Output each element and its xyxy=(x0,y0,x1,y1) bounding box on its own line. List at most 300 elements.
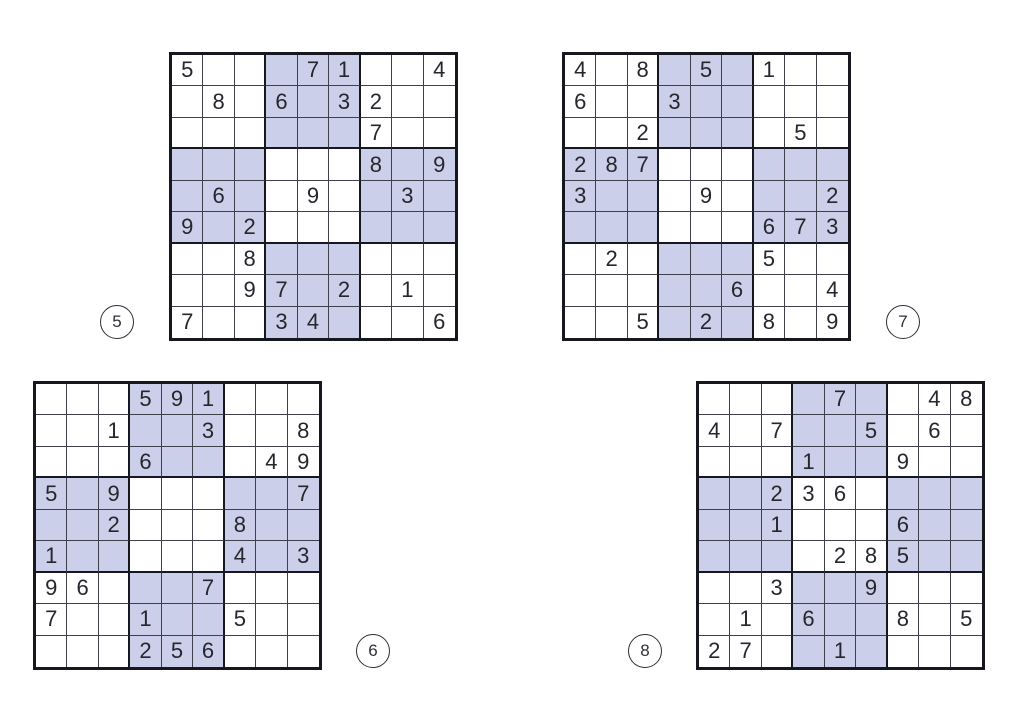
sudoku-cell-empty[interactable] xyxy=(392,244,423,275)
sudoku-cell-empty[interactable] xyxy=(203,307,234,338)
sudoku-cell-empty[interactable] xyxy=(730,510,761,541)
sudoku-cell-given: 9 xyxy=(691,181,722,212)
puzzle-number-badge-5 xyxy=(100,305,134,339)
sudoku-cell-empty[interactable] xyxy=(256,636,287,667)
sudoku-cell-empty[interactable] xyxy=(722,118,753,149)
sudoku-cell-empty[interactable] xyxy=(162,415,193,446)
sudoku-cell-empty[interactable] xyxy=(722,212,753,243)
sudoku-cell-empty[interactable] xyxy=(225,415,256,446)
sudoku-cell-empty[interactable] xyxy=(730,573,761,604)
sudoku-cell-empty[interactable] xyxy=(699,541,730,572)
sudoku-cell-given: 4 xyxy=(256,447,287,478)
sudoku-cell-given: 4 xyxy=(817,275,848,306)
sudoku-cell-empty[interactable] xyxy=(235,86,266,117)
sudoku-cell-given: 7 xyxy=(785,212,816,243)
sudoku-cell-empty[interactable] xyxy=(722,307,753,338)
sudoku-cell-given: 3 xyxy=(565,181,596,212)
sudoku-cell-empty[interactable] xyxy=(565,212,596,243)
sudoku-cell-empty[interactable] xyxy=(825,573,856,604)
sudoku-cell-empty[interactable] xyxy=(361,212,392,243)
sudoku-cell-empty[interactable] xyxy=(722,244,753,275)
sudoku-cell-empty[interactable] xyxy=(628,244,659,275)
sudoku-cell-empty[interactable] xyxy=(225,478,256,509)
sudoku-cell-given: 2 xyxy=(817,181,848,212)
sudoku-cell-empty[interactable] xyxy=(793,573,824,604)
sudoku-cell-empty[interactable] xyxy=(67,636,98,667)
sudoku-cell-empty[interactable] xyxy=(785,149,816,180)
sudoku-cell-given: 3 xyxy=(266,307,297,338)
sudoku-cell-empty[interactable] xyxy=(730,415,761,446)
sudoku-cell-empty[interactable] xyxy=(67,478,98,509)
sudoku-cell-empty[interactable] xyxy=(730,541,761,572)
sudoku-cell-empty[interactable] xyxy=(203,275,234,306)
sudoku-cell-empty[interactable] xyxy=(730,478,761,509)
sudoku-cell-given: 4 xyxy=(919,384,950,415)
sudoku-cell-given: 2 xyxy=(361,86,392,117)
sudoku-cell-empty[interactable] xyxy=(722,86,753,117)
sudoku-cell-empty[interactable] xyxy=(256,415,287,446)
sudoku-cell-empty[interactable] xyxy=(424,118,455,149)
sudoku-cell-empty[interactable] xyxy=(172,275,203,306)
sudoku-cell-given: 2 xyxy=(99,510,130,541)
sudoku-cell-empty[interactable] xyxy=(329,149,360,180)
sudoku-cell-empty[interactable] xyxy=(699,604,730,635)
sudoku-cell-empty[interactable] xyxy=(817,149,848,180)
sudoku-cell-empty[interactable] xyxy=(565,275,596,306)
sudoku-cell-empty[interactable] xyxy=(99,541,130,572)
sudoku-cell-given: 7 xyxy=(762,415,793,446)
sudoku-cell-empty[interactable] xyxy=(130,541,161,572)
sudoku-cell-empty[interactable] xyxy=(288,384,319,415)
sudoku-cell-empty[interactable] xyxy=(628,212,659,243)
sudoku-cell-empty[interactable] xyxy=(754,181,785,212)
sudoku-cell-empty[interactable] xyxy=(888,573,919,604)
sudoku-cell-empty[interactable] xyxy=(424,244,455,275)
sudoku-cell-empty[interactable] xyxy=(130,573,161,604)
sudoku-cell-given: 2 xyxy=(691,307,722,338)
sudoku-cell-given: 2 xyxy=(762,478,793,509)
sudoku-cell-empty[interactable] xyxy=(162,604,193,635)
sudoku-cell-given: 6 xyxy=(888,510,919,541)
sudoku-cell-empty[interactable] xyxy=(699,510,730,541)
sudoku-cell-empty[interactable] xyxy=(793,510,824,541)
sudoku-cell-given: 5 xyxy=(628,307,659,338)
sudoku-cell-empty[interactable] xyxy=(162,510,193,541)
sudoku-cell-empty[interactable] xyxy=(172,118,203,149)
sudoku-cell-empty[interactable] xyxy=(722,149,753,180)
sudoku-cell-given: 6 xyxy=(722,275,753,306)
sudoku-cell-given: 3 xyxy=(762,573,793,604)
sudoku-cell-empty[interactable] xyxy=(691,212,722,243)
sudoku-cell-given: 3 xyxy=(659,86,690,117)
sudoku-cell-empty[interactable] xyxy=(754,118,785,149)
sudoku-cell-given: 5 xyxy=(691,55,722,86)
sudoku-cell-empty[interactable] xyxy=(67,541,98,572)
sudoku-cell-empty[interactable] xyxy=(329,212,360,243)
sudoku-cell-empty[interactable] xyxy=(919,636,950,667)
sudoku-cell-empty[interactable] xyxy=(856,604,887,635)
sudoku-cell-empty[interactable] xyxy=(256,478,287,509)
sudoku-cell-empty[interactable] xyxy=(762,447,793,478)
sudoku-cell-given: 2 xyxy=(825,541,856,572)
sudoku-cell-empty[interactable] xyxy=(817,118,848,149)
sudoku-cell-empty[interactable] xyxy=(266,212,297,243)
sudoku-cell-empty[interactable] xyxy=(785,55,816,86)
sudoku-cell-empty[interactable] xyxy=(225,447,256,478)
sudoku-cell-empty[interactable] xyxy=(266,118,297,149)
sudoku-cell-empty[interactable] xyxy=(162,478,193,509)
sudoku-cell-empty[interactable] xyxy=(951,478,982,509)
sudoku-cell-given: 2 xyxy=(235,212,266,243)
sudoku-cell-given: 1 xyxy=(193,384,224,415)
sudoku-cell-empty[interactable] xyxy=(193,447,224,478)
sudoku-cell-empty[interactable] xyxy=(424,212,455,243)
sudoku-cell-empty[interactable] xyxy=(36,415,67,446)
sudoku-cell-empty[interactable] xyxy=(659,307,690,338)
sudoku-cell-given: 8 xyxy=(628,55,659,86)
sudoku-cell-empty[interactable] xyxy=(699,384,730,415)
sudoku-cell-empty[interactable] xyxy=(99,447,130,478)
sudoku-cell-empty[interactable] xyxy=(762,636,793,667)
sudoku-cell-empty[interactable] xyxy=(225,384,256,415)
sudoku-grid-8 xyxy=(696,381,985,670)
sudoku-cell-empty[interactable] xyxy=(256,573,287,604)
sudoku-cell-given: 6 xyxy=(754,212,785,243)
sudoku-cell-empty[interactable] xyxy=(67,604,98,635)
sudoku-cell-empty[interactable] xyxy=(225,636,256,667)
sudoku-cell-empty[interactable] xyxy=(825,604,856,635)
sudoku-cell-given: 9 xyxy=(235,275,266,306)
sudoku-cell-empty[interactable] xyxy=(628,86,659,117)
sudoku-cell-given: 6 xyxy=(67,573,98,604)
sudoku-cell-given: 9 xyxy=(826,309,839,335)
sudoku-cell-empty[interactable] xyxy=(193,604,224,635)
sudoku-cell-given: 2 xyxy=(329,275,360,306)
sudoku-cell-empty[interactable] xyxy=(856,384,887,415)
sudoku-cell-empty[interactable] xyxy=(172,86,203,117)
sudoku-cell-empty[interactable] xyxy=(785,307,816,338)
sudoku-cell-given: 2 xyxy=(565,149,596,180)
sudoku-cell-empty[interactable] xyxy=(762,384,793,415)
sudoku-cell-empty[interactable] xyxy=(36,636,67,667)
sudoku-cell-given: 6 xyxy=(266,86,297,117)
sudoku-cell-empty[interactable] xyxy=(99,604,130,635)
sudoku-cell-empty[interactable] xyxy=(99,636,130,667)
sudoku-cell-empty[interactable] xyxy=(361,181,392,212)
sudoku-cell-empty[interactable] xyxy=(919,604,950,635)
sudoku-cell-empty[interactable] xyxy=(162,541,193,572)
sudoku-cell-empty[interactable] xyxy=(596,118,627,149)
sudoku-cell-empty[interactable] xyxy=(193,510,224,541)
sudoku-cell-empty[interactable] xyxy=(659,149,690,180)
sudoku-cell-given: 3 xyxy=(793,478,824,509)
sudoku-cell-given: 2 xyxy=(596,244,627,275)
sudoku-cell-given: 1 xyxy=(825,636,856,667)
sudoku-cell-empty[interactable] xyxy=(172,244,203,275)
sudoku-cell-empty[interactable] xyxy=(193,478,224,509)
sudoku-cell-empty[interactable] xyxy=(256,604,287,635)
sudoku-cell-empty[interactable] xyxy=(691,118,722,149)
sudoku-cell-empty[interactable] xyxy=(162,447,193,478)
sudoku-cell-empty[interactable] xyxy=(628,275,659,306)
sudoku-cell-given: 2 xyxy=(699,636,730,667)
sudoku-cell-empty[interactable] xyxy=(203,149,234,180)
sudoku-cell-given: 1 xyxy=(754,55,785,86)
sudoku-cell-empty[interactable] xyxy=(36,510,67,541)
sudoku-cell-empty[interactable] xyxy=(203,212,234,243)
puzzle-number-label: 5 xyxy=(112,312,122,331)
sudoku-cell-empty[interactable] xyxy=(36,384,67,415)
sudoku-cell-empty[interactable] xyxy=(235,55,266,86)
sudoku-cell-empty[interactable] xyxy=(392,212,423,243)
sudoku-cell-given: 4 xyxy=(225,541,256,572)
sudoku-cell-empty[interactable] xyxy=(951,447,982,478)
sudoku-cell-given: 4 xyxy=(565,55,596,86)
sudoku-cell-empty[interactable] xyxy=(817,86,848,117)
sudoku-cell-empty[interactable] xyxy=(951,636,982,667)
sudoku-cell-empty[interactable] xyxy=(298,149,329,180)
sudoku-cell-empty[interactable] xyxy=(329,118,360,149)
sudoku-cell-given: 2 xyxy=(628,118,659,149)
sudoku-cell-empty[interactable] xyxy=(298,118,329,149)
sudoku-cell-empty[interactable] xyxy=(392,118,423,149)
sudoku-cell-empty[interactable] xyxy=(235,307,266,338)
sudoku-cell-empty[interactable] xyxy=(762,541,793,572)
sudoku-cell-empty[interactable] xyxy=(691,275,722,306)
sudoku-cell-empty[interactable] xyxy=(288,636,319,667)
sudoku-cell-empty[interactable] xyxy=(699,573,730,604)
sudoku-cell-given: 3 xyxy=(817,212,848,243)
sudoku-cell-empty[interactable] xyxy=(193,541,224,572)
sudoku-cell-empty[interactable] xyxy=(817,244,848,275)
sudoku-cell-empty[interactable] xyxy=(951,541,982,572)
sudoku-cell-empty[interactable] xyxy=(754,275,785,306)
sudoku-cell-given: 8 xyxy=(951,384,982,415)
sudoku-cell-empty[interactable] xyxy=(424,275,455,306)
sudoku-cell-empty[interactable] xyxy=(825,447,856,478)
sudoku-cell-empty[interactable] xyxy=(392,307,423,338)
sudoku-cell-empty[interactable] xyxy=(951,415,982,446)
sudoku-cell-empty[interactable] xyxy=(392,149,423,180)
sudoku-cell-empty[interactable] xyxy=(722,181,753,212)
sudoku-cell-empty[interactable] xyxy=(266,55,297,86)
sudoku-cell-given: 6 xyxy=(565,86,596,117)
sudoku-cell-empty[interactable] xyxy=(919,478,950,509)
sudoku-cell-empty[interactable] xyxy=(67,384,98,415)
sudoku-cell-empty[interactable] xyxy=(825,415,856,446)
sudoku-cell-empty[interactable] xyxy=(329,244,360,275)
sudoku-cell-given: 7 xyxy=(193,573,224,604)
sudoku-cell-given: 1 xyxy=(329,55,360,86)
sudoku-cell-empty[interactable] xyxy=(785,244,816,275)
sudoku-cell-empty[interactable] xyxy=(162,573,193,604)
sudoku-cell-empty[interactable] xyxy=(565,118,596,149)
sudoku-cell-empty[interactable] xyxy=(659,212,690,243)
sudoku-cell-empty[interactable] xyxy=(951,573,982,604)
sudoku-cell-empty[interactable] xyxy=(722,55,753,86)
sudoku-cell-given: 3 xyxy=(193,415,224,446)
sudoku-cell-empty[interactable] xyxy=(659,181,690,212)
sudoku-cell-empty[interactable] xyxy=(130,415,161,446)
sudoku-cell-empty[interactable] xyxy=(361,55,392,86)
sudoku-cell-empty[interactable] xyxy=(256,541,287,572)
sudoku-cell-empty[interactable] xyxy=(288,604,319,635)
sudoku-cell-given: 6 xyxy=(919,415,950,446)
sudoku-cell-given: 9 xyxy=(856,573,887,604)
sudoku-cell-empty[interactable] xyxy=(691,86,722,117)
sudoku-cell-empty[interactable] xyxy=(785,86,816,117)
sudoku-cell-empty[interactable] xyxy=(172,149,203,180)
sudoku-cell-empty[interactable] xyxy=(856,510,887,541)
sudoku-cell-empty[interactable] xyxy=(329,181,360,212)
sudoku-cell-given: 7 xyxy=(825,384,856,415)
sudoku-cell-given: 5 xyxy=(130,384,161,415)
sudoku-cell-empty[interactable] xyxy=(203,55,234,86)
sudoku-cell-empty[interactable] xyxy=(596,86,627,117)
sudoku-cell-empty[interactable] xyxy=(266,244,297,275)
sudoku-cell-empty[interactable] xyxy=(329,307,360,338)
sudoku-cell-given: 5 xyxy=(754,244,785,275)
sudoku-cell-given: 7 xyxy=(298,55,329,86)
sudoku-cell-empty[interactable] xyxy=(793,415,824,446)
sudoku-cell-given: 8 xyxy=(203,86,234,117)
sudoku-cell-empty[interactable] xyxy=(298,275,329,306)
sudoku-cell-empty[interactable] xyxy=(235,181,266,212)
sudoku-cell-empty[interactable] xyxy=(596,55,627,86)
sudoku-cell-empty[interactable] xyxy=(919,573,950,604)
sudoku-cell-empty[interactable] xyxy=(36,447,67,478)
sudoku-cell-empty[interactable] xyxy=(659,275,690,306)
sudoku-cell-given: 9 xyxy=(162,384,193,415)
sudoku-cell-empty[interactable] xyxy=(856,478,887,509)
sudoku-cell-empty[interactable] xyxy=(266,149,297,180)
sudoku-cell-empty[interactable] xyxy=(951,510,982,541)
sudoku-cell-given: 9 xyxy=(36,573,67,604)
sudoku-cell-empty[interactable] xyxy=(628,181,659,212)
sudoku-cell-empty[interactable] xyxy=(130,478,161,509)
sudoku-cell-empty[interactable] xyxy=(596,275,627,306)
sudoku-cell-given: 6 xyxy=(193,636,224,667)
sudoku-cell-empty[interactable] xyxy=(361,244,392,275)
sudoku-cell-empty[interactable] xyxy=(99,384,130,415)
sudoku-cell-empty[interactable] xyxy=(730,447,761,478)
sudoku-cell-empty[interactable] xyxy=(596,307,627,338)
sudoku-cell-empty[interactable] xyxy=(793,384,824,415)
sudoku-cell-empty[interactable] xyxy=(888,415,919,446)
sudoku-cell-empty[interactable] xyxy=(172,181,203,212)
sudoku-cell-empty[interactable] xyxy=(888,636,919,667)
sudoku-cell-empty[interactable] xyxy=(392,86,423,117)
sudoku-cell-empty[interactable] xyxy=(203,118,234,149)
sudoku-cell-empty[interactable] xyxy=(919,510,950,541)
sudoku-cell-empty[interactable] xyxy=(659,118,690,149)
sudoku-cell-empty[interactable] xyxy=(298,244,329,275)
sudoku-cell-empty[interactable] xyxy=(298,86,329,117)
sudoku-cell-given: 3 xyxy=(329,86,360,117)
sudoku-cell-empty[interactable] xyxy=(659,55,690,86)
sudoku-cell-empty[interactable] xyxy=(288,510,319,541)
sudoku-cell-empty[interactable] xyxy=(856,447,887,478)
sudoku-cell-empty[interactable] xyxy=(785,275,816,306)
sudoku-cell-empty[interactable] xyxy=(288,573,319,604)
puzzle-number-badge-8 xyxy=(628,634,662,668)
sudoku-cell-empty[interactable] xyxy=(67,415,98,446)
sudoku-cell-empty[interactable] xyxy=(67,447,98,478)
sudoku-cell-empty[interactable] xyxy=(565,244,596,275)
sudoku-cell-empty[interactable] xyxy=(266,181,297,212)
sudoku-cell-given: 9 xyxy=(298,181,329,212)
sudoku-grid-5 xyxy=(169,52,458,341)
sudoku-cell-given: 7 xyxy=(288,478,319,509)
sudoku-cell-given: 8 xyxy=(888,604,919,635)
sudoku-cell-empty[interactable] xyxy=(785,181,816,212)
sudoku-cell-empty[interactable] xyxy=(691,149,722,180)
sudoku-cell-empty[interactable] xyxy=(424,86,455,117)
sudoku-cell-given: 8 xyxy=(856,541,887,572)
sudoku-cell-given: 4 xyxy=(298,307,329,338)
sudoku-cell-empty[interactable] xyxy=(856,636,887,667)
sudoku-cell-empty[interactable] xyxy=(225,573,256,604)
sudoku-cell-given: 9 xyxy=(424,149,455,180)
sudoku-cell-empty[interactable] xyxy=(235,149,266,180)
sudoku-cell-empty[interactable] xyxy=(730,384,761,415)
sudoku-cell-empty[interactable] xyxy=(298,212,329,243)
sudoku-cell-given: 6 xyxy=(825,478,856,509)
sudoku-cell-empty[interactable] xyxy=(99,573,130,604)
sudoku-cell-given: 4 xyxy=(424,55,455,86)
sudoku-cell-empty[interactable] xyxy=(888,478,919,509)
sudoku-cell-empty[interactable] xyxy=(793,541,824,572)
sudoku-cell-empty[interactable] xyxy=(825,510,856,541)
sudoku-cell-empty[interactable] xyxy=(256,384,287,415)
sudoku-cell-empty[interactable] xyxy=(361,275,392,306)
sudoku-cell-empty[interactable] xyxy=(130,510,161,541)
sudoku-cell-empty[interactable] xyxy=(596,181,627,212)
sudoku-cell-given: 3 xyxy=(392,181,423,212)
sudoku-cell-given: 5 xyxy=(172,55,203,86)
sudoku-cell-empty[interactable] xyxy=(699,478,730,509)
sudoku-cell-empty[interactable] xyxy=(424,181,455,212)
sudoku-cell-given: 7 xyxy=(730,636,761,667)
sudoku-cell-empty[interactable] xyxy=(754,149,785,180)
sudoku-cell-given: 5 xyxy=(951,604,982,635)
puzzle-number-label: 7 xyxy=(898,312,908,331)
sudoku-cell-empty[interactable] xyxy=(691,244,722,275)
sudoku-cell-given: 4 xyxy=(699,415,730,446)
sudoku-cell-empty[interactable] xyxy=(361,307,392,338)
sudoku-cell-empty[interactable] xyxy=(256,510,287,541)
sudoku-cell-empty[interactable] xyxy=(888,384,919,415)
sudoku-cell-empty[interactable] xyxy=(565,307,596,338)
sudoku-cell-empty[interactable] xyxy=(817,55,848,86)
sudoku-cell-empty[interactable] xyxy=(762,604,793,635)
sudoku-cell-empty[interactable] xyxy=(919,541,950,572)
sudoku-cell-empty[interactable] xyxy=(203,244,234,275)
sudoku-cell-empty[interactable] xyxy=(793,636,824,667)
sudoku-cell-empty[interactable] xyxy=(754,86,785,117)
sudoku-cell-empty[interactable] xyxy=(659,244,690,275)
sudoku-cell-given: 1 xyxy=(99,415,130,446)
sudoku-cell-empty[interactable] xyxy=(235,118,266,149)
sudoku-cell-empty[interactable] xyxy=(67,510,98,541)
sudoku-cell-empty[interactable] xyxy=(699,447,730,478)
sudoku-cell-empty[interactable] xyxy=(919,447,950,478)
sudoku-cell-empty[interactable] xyxy=(392,55,423,86)
sudoku-cell-given: 6 xyxy=(130,447,161,478)
sudoku-cell-empty[interactable] xyxy=(596,212,627,243)
puzzle-number-label: 8 xyxy=(640,641,650,660)
sudoku-grid-7 xyxy=(562,52,851,341)
